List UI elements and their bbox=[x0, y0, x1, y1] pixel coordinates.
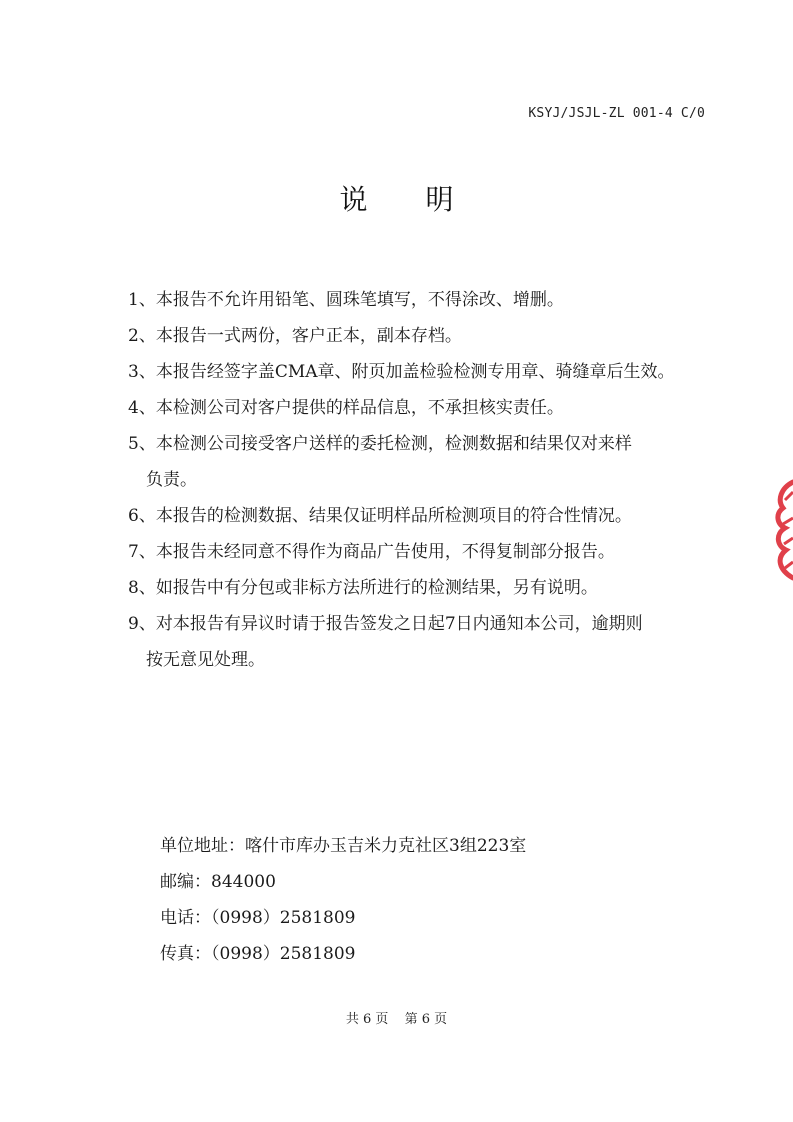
note-number: 9、 bbox=[128, 614, 156, 634]
contact-info bbox=[160, 828, 526, 972]
seam-stamp-icon bbox=[769, 478, 793, 588]
note-text: 本报告未经同意不得作为商品广告使用，不得复制部分报告。 bbox=[155, 542, 615, 562]
note-item-8 bbox=[128, 570, 728, 606]
note-number: 3、 bbox=[128, 362, 156, 382]
current-page: 第 6 页 bbox=[404, 1012, 448, 1027]
note-item-4 bbox=[128, 390, 728, 426]
note-number: 4、 bbox=[128, 398, 156, 418]
fax-row bbox=[160, 936, 526, 972]
note-item-9 bbox=[128, 606, 728, 678]
note-continuation: 负责。 bbox=[146, 470, 197, 490]
postcode-value: 844000 bbox=[211, 872, 276, 892]
note-text: 如报告中有分包或非标方法所进行的检测结果，另有说明。 bbox=[155, 578, 598, 598]
postcode-label: 邮编： bbox=[160, 872, 211, 892]
note-number: 2、 bbox=[128, 326, 156, 346]
note-item-6 bbox=[128, 498, 728, 534]
address-label: 单位地址： bbox=[160, 836, 245, 856]
fax-value: （0998）2581809 bbox=[211, 944, 356, 964]
total-pages: 共 6 页 bbox=[345, 1012, 389, 1027]
note-number: 5、 bbox=[128, 434, 156, 454]
document-code: KSYJ/JSJL-ZL 001-4 C/0 bbox=[528, 106, 705, 121]
note-text: 本检测公司对客户提供的样品信息，不承担核实责任。 bbox=[155, 398, 564, 418]
note-item-7 bbox=[128, 534, 728, 570]
note-text: 对本报告有异议时请于报告签发之日起7日内通知本公司，逾期则 bbox=[155, 614, 643, 634]
address-row bbox=[160, 828, 526, 864]
fax-label: 传真： bbox=[160, 944, 211, 964]
postcode-row bbox=[160, 864, 526, 900]
note-text: 本报告不允许用铅笔、圆珠笔填写，不得涂改、增删。 bbox=[155, 290, 564, 310]
note-number: 8、 bbox=[128, 578, 156, 598]
note-text: 本报告一式两份，客户正本，副本存档。 bbox=[155, 326, 462, 346]
note-number: 7、 bbox=[128, 542, 156, 562]
note-continuation: 按无意见处理。 bbox=[146, 650, 265, 670]
note-text: 本检测公司接受客户送样的委托检测，检测数据和结果仅对来样 bbox=[155, 434, 632, 454]
note-item-1 bbox=[128, 282, 728, 318]
phone-row bbox=[160, 900, 526, 936]
note-item-2 bbox=[128, 318, 728, 354]
note-number: 6、 bbox=[128, 506, 156, 526]
phone-label: 电话： bbox=[160, 908, 211, 928]
note-number: 1、 bbox=[128, 290, 156, 310]
note-item-3 bbox=[128, 354, 728, 390]
page-title: 说明 bbox=[339, 183, 512, 216]
notes-list bbox=[128, 282, 728, 678]
page-footer bbox=[0, 1008, 793, 1027]
note-text: 本报告的检测数据、结果仅证明样品所检测项目的符合性情况。 bbox=[155, 506, 632, 526]
address-value: 喀什市库办玉吉米力克社区3组223室 bbox=[245, 836, 527, 856]
phone-value: （0998）2581809 bbox=[211, 908, 356, 928]
note-text: 本报告经签字盖CMA章、附页加盖检验检测专用章、骑缝章后生效。 bbox=[155, 362, 675, 382]
note-item-5 bbox=[128, 426, 728, 498]
